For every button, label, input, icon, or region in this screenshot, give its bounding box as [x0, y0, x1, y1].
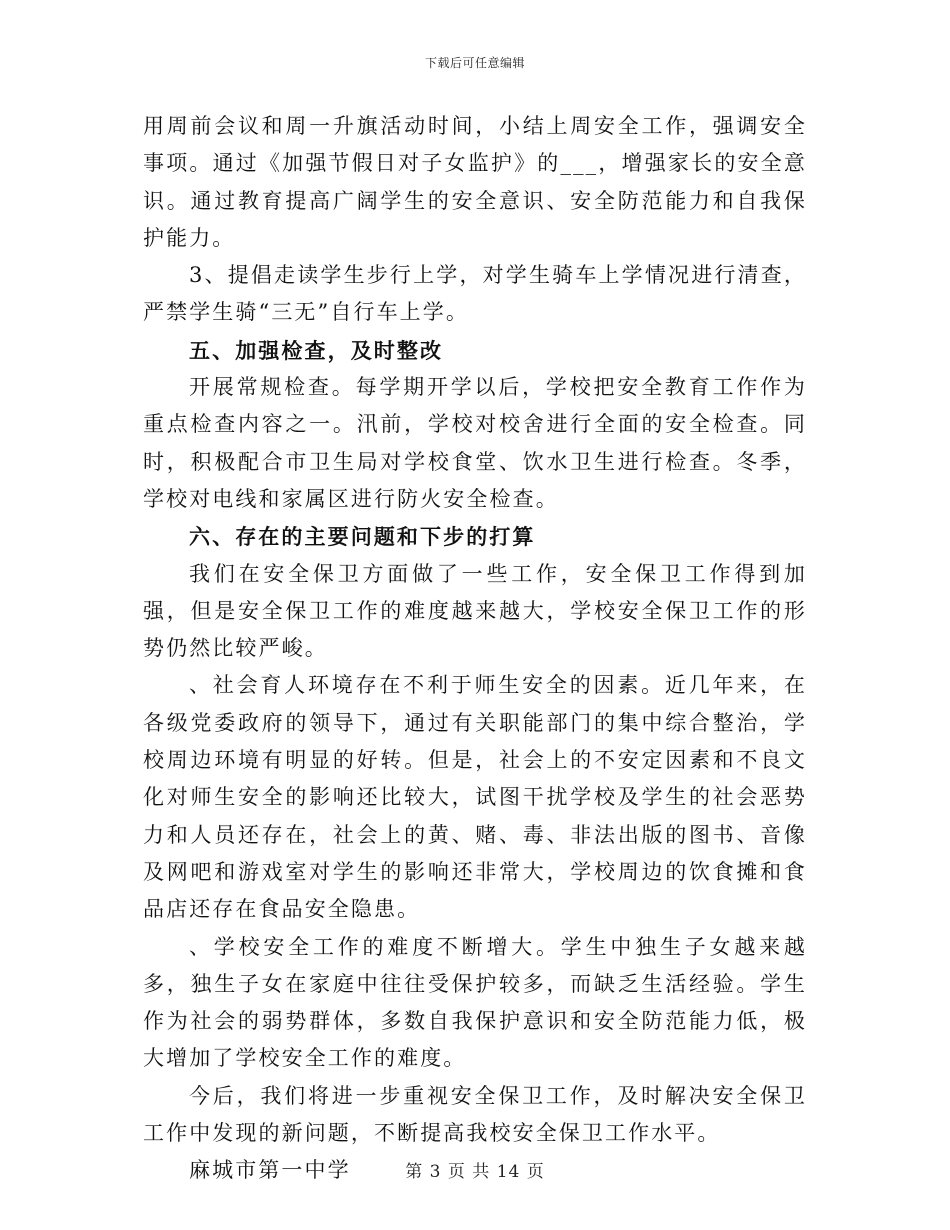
- paragraph-overview: 我们在安全保卫方面做了一些工作，安全保卫工作得到加强，但是安全保卫工作的难度越来越大，学校安全保卫工作的形势仍然比较严峻。: [143, 561, 807, 661]
- page-header: 下载后可任意编辑: [424, 56, 525, 70]
- paragraph-continuation: 用周前会议和周一升旗活动时间，小结上周安全工作，强调安全事项。通过《加强节假日对子女监护》的___，增强家长的安全意识。通过教育提高广阔学生的安全意识、安全防范能力和自我保护能力。: [143, 114, 807, 250]
- paragraph-item-3: 3、提倡走读学生步行上学，对学生骑车上学情况进行清查，严禁学生骑“三无”自行车上学。: [143, 263, 807, 325]
- paragraph-social-environment: 、社会育人环境存在不利于师生安全的因素。近几年来，在各级党委政府的领导下，通过有关职能部门的集中综合整治，学校周边环境有明显的好转。但是，社会上的不安定因素和不良文化对师生安全的影响还比较大，试图干扰学校及学生的社会恶势力和人员还存在，社会上的黄、赌、毒、非法出版的图书、音像及网吧和游戏室对学生的影响还非常大，学校周边的饮食摊和食品店还存在食品安全隐患。: [143, 673, 807, 922]
- paragraph-difficulty: 、学校安全工作的难度不断增大。学生中独生子女越来越多，独生子女在家庭中往往受保护较多，而缺乏生活经验。学生作为社会的弱势群体，多数自我保护意识和安全防范能力低，极大增加了学校安全工作的难度。: [143, 934, 807, 1071]
- page-number: 第 3 页 共 14 页: [405, 1162, 545, 1182]
- section-heading-5: 五、加强检查，及时整改: [189, 337, 444, 363]
- section-heading-6: 六、存在的主要问题和下步的打算: [189, 524, 536, 550]
- paragraph-inspection: 开展常规检查。每学期开学以后，学校把安全教育工作作为重点检查内容之一。汛前，学校对校舍进行全面的安全检查。同时，积极配合市卫生局对学校食堂、饮水卫生进行检查。冬季，学校对电线和家属区进行防火安全检查。: [143, 375, 807, 511]
- paragraph-future: 今后，我们将进一步重视安全保卫工作，及时解决安全保卫工作中发现的新问题，不断提高我校安全保卫工作水平。: [143, 1083, 807, 1146]
- document-body: [143, 108, 807, 1190]
- signature-school: 麻城市第一中学: [189, 1158, 351, 1183]
